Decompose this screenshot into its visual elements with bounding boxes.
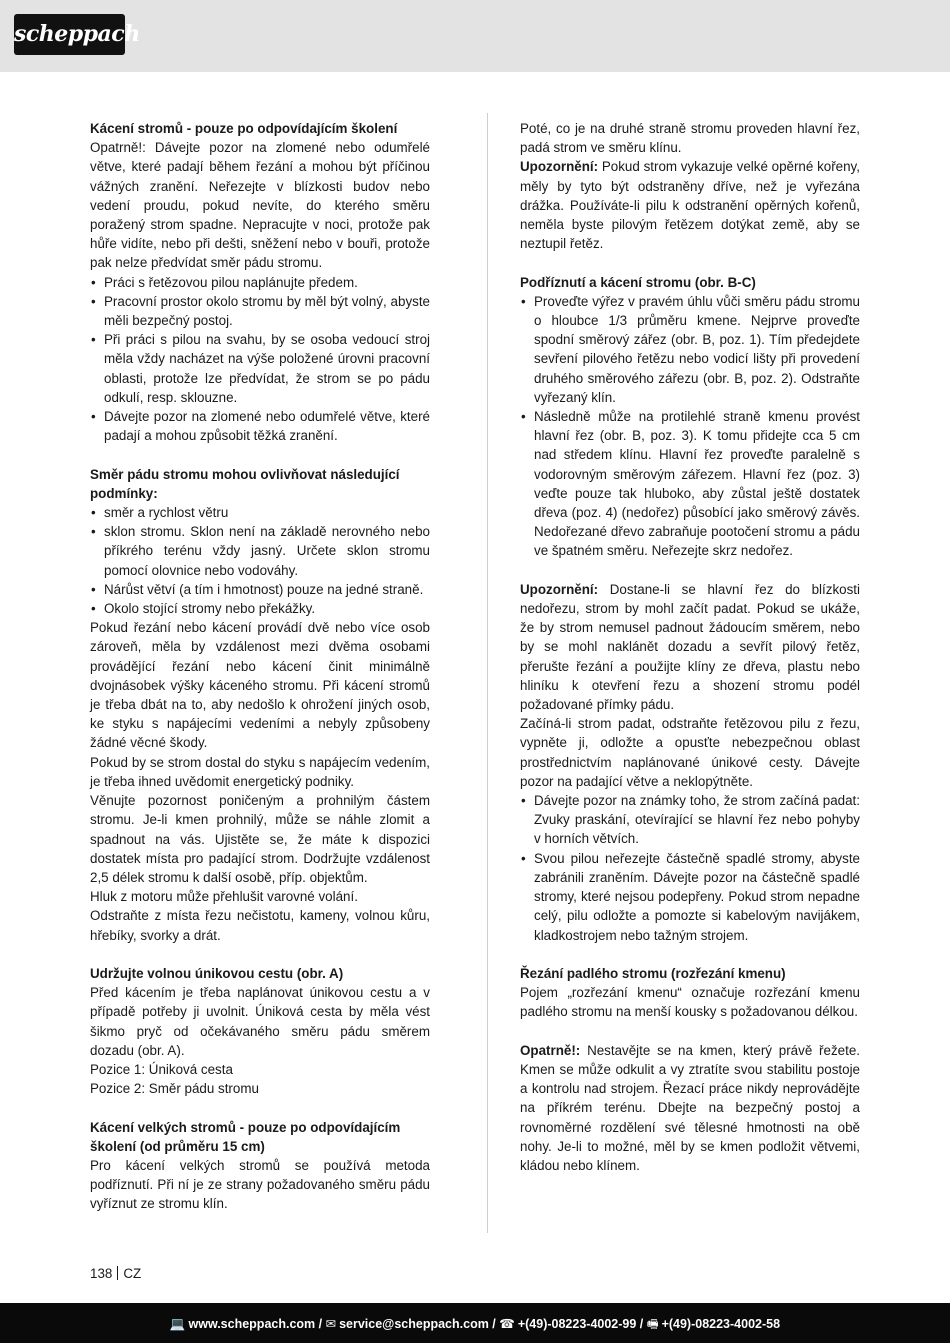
list-item: • sklon stromu. Sklon není na základě nerovného nebo příkrého terénu vždy jasný. Určete sklon stromu pomocí olovnice nebo vodováhy.	[90, 522, 430, 580]
page-separator	[117, 1266, 118, 1280]
paragraph	[520, 157, 860, 253]
note-text: Nestavějte se na kmen, který právě řežete. Kmen se může odkulit a vy ztratíte svou stabilitu postoje a kontrolu nad strojem. Řezací práce nikdy neprovádějte na příkrém terénu. Dbejte na bezpečný postoj a rovnoměrné rozdělení své tělesné hmotnosti na obě nohy. Je-li to možné, měl by se kmen podložit větvemi, kládou nebo klínem.	[520, 1042, 860, 1173]
paragraph: Pokud řezání nebo kácení provádí dvě nebo více osob zároveň, měla by vzdálenost mezi dvěma osobami provádějící řezání nebo kácení činit minimálně dvojnásobek výšky káceného stromu. Při kácení stromů je třeba dbát na to, aby nedošlo k ohrožení jiných osob, ke styku s napájecími vedeními a nebyly způsobeny žádné věcné škody.	[90, 620, 430, 751]
section-title: Řezání padlého stromu (rozřezání kmenu)	[520, 965, 786, 981]
bullet-list	[520, 292, 860, 561]
bullet-list	[90, 273, 430, 446]
bullet-list	[90, 503, 430, 618]
footer-separator: /	[636, 1317, 647, 1331]
footer-bar	[0, 1303, 950, 1343]
computer-icon: 💻	[169, 1317, 186, 1331]
section-title: Kácení velkých stromů - pouze po odpovídajícím školení (od průměru 15 cm)	[90, 1119, 401, 1154]
list-item: • směr a rychlost větru	[90, 503, 430, 522]
paragraph: Věnujte pozornost poničeným a prohnilým částem stromu. Je-li kmen prohnilý, může se náhle zlomit a spadnout na vás. Ujistěte se, že máte k dispozici dostatek místa pro padající strom. Dodržujte vzdálenost 2,5 délek stromu k další osobě, příp. objektům.	[90, 793, 430, 885]
paragraph: Před kácením je třeba naplánovat únikovou cestu a v případě potřeby ji uvolnit. Úniková cesta by měla vést šikmo pryč od očekávaného směru pádu směrem dozadu (obr. A).	[90, 985, 430, 1058]
list-item: • Nárůst větví (a tím i hmotnost) pouze na jedné straně.	[90, 580, 430, 599]
note-label: Upozornění:	[520, 581, 599, 597]
list-item: • Následně může na protilehlé straně kmenu provést hlavní řez (obr. B, poz. 3). K tomu přidejte cca 5 cm nad středem klínu. Hlavní řez proveďte paralelně s vodorovným směrovým zářezem. Hlavní řez (poz. 3) veďte pouze tak hluboko, aby zůstal ještě dostatek dřeva (poz. 4) (nedořez) působící jako směrový závěs. Nedořezané dřevo zabraňuje pootočení stromu a pádu ve špatném směru. Neřezejte skrz nedořez.	[520, 407, 860, 561]
list-item: • Dávejte pozor na známky toho, že strom začíná padat: Zvuky praskání, otevírající se hlavní řez nebo pohyby v horních větvích.	[520, 791, 860, 849]
footer-phone: +(49)-08223-4002-99	[517, 1317, 637, 1331]
note-label: Opatrně!:	[520, 1042, 581, 1058]
note-text: Dostane-li se hlavní řez do blízkosti nedořezu, strom by mohl začít padat. Pokud se ukáže, že by strom nemusel padnout žádoucím směrem, nebo by se mohl naklánět dozadu a sevřít pilový řetěz, přerušte řezání a použijte klíny ze dřeva, plastu nebo hliníku k otevření řezu a shození stromu podél požadované přímky pádu.	[520, 581, 860, 713]
page-number	[90, 1264, 141, 1283]
note-text: Pokud strom vykazuje velké opěrné kořeny, měly by tyto být odstraněny dříve, než je vyřezána drážka. Používáte-li pilu k odstranění opěrných kořenů, neměla byste pilovým řetězem dotýkat země, aby se neztupil řetěz.	[520, 159, 860, 252]
left-column	[90, 119, 430, 1214]
bullet-list	[520, 791, 860, 945]
section-title: Kácení stromů - pouze po odpovídajícím školení	[90, 121, 398, 136]
paragraph: Odstraňte z místa řezu nečistotu, kameny, volnou kůru, hřebíky, svorky a drát.	[90, 908, 430, 943]
paragraph: Pokud by se strom dostal do styku s napájecím vedením, je třeba ihned uvědomit energetický podniky.	[90, 754, 430, 789]
paragraph: Hluk z motoru může přehlušit varovné volání.	[90, 889, 358, 905]
page-number-value: 138	[90, 1266, 113, 1281]
envelope-icon: ✉	[325, 1317, 337, 1331]
paragraph: Pozice 1: Úniková cesta	[90, 1061, 233, 1077]
section-title: Směr pádu stromu mohou ovlivňovat následující podmínky:	[90, 466, 400, 501]
right-column	[520, 119, 860, 1175]
paragraph: Pozice 2: Směr pádu stromu	[90, 1081, 259, 1097]
footer-separator: /	[488, 1317, 500, 1331]
paragraph: Opatrně!: Dávejte pozor na zlomené nebo odumřelé větve, které padají během řezání a mohou být příčinou vážných zranění. Neřezejte v blízkosti budov nebo vedení proudu, pokud nevíte, do kterého směru poražený strom spadne. Nepracujte v noci, protože pak hůře vidíte, nebo při dešti, sněžení nebo v bouři, protože pak nelze předvídat směr pádu stromu.	[90, 140, 430, 271]
list-item: • Dávejte pozor na zlomené nebo odumřelé větve, které padají a mohou způsobit těžká zranění.	[90, 407, 430, 445]
footer-fax: +(49)-08223-4002-58	[661, 1317, 781, 1331]
section-title: Udržujte volnou únikovou cestu (obr. A)	[90, 965, 344, 981]
paragraph: Poté, co je na druhé straně stromu proveden hlavní řez, padá strom ve směru klínu.	[520, 121, 860, 156]
fax-icon: 🖷	[646, 1317, 659, 1331]
column-divider	[487, 113, 488, 1233]
paragraph: Pro kácení velkých stromů se používá metoda podříznutí. Při ní je ze strany požadovaného směru pádu vyříznut ze stromu klín.	[90, 1157, 430, 1212]
list-item: • Při práci s pilou na svahu, by se osoba vedoucí stroj měla vždy nacházet na výše položené úrovni pracovní oblasti, protože lze předvídat, že strom se po pádu odkulí, resp. sklouzne.	[90, 330, 430, 407]
footer-separator: /	[315, 1317, 326, 1331]
paragraph: Pojem „rozřezání kmenu“ označuje rozřezání kmenu padlého stromu na menší kousky s požadovanou délkou.	[520, 985, 860, 1020]
note-label: Upozornění:	[520, 159, 599, 175]
section-title: Podříznutí a kácení stromu (obr. B-C)	[520, 274, 756, 290]
header-bar	[0, 0, 950, 72]
paragraph: Začíná-li strom padat, odstraňte řetězovou pilu z řezu, vypněte ji, odložte a opusťte nebezpečnou oblast prostřednictvím naplánované únikové cesty. Dávejte pozor na padající větve a neklopýtněte.	[520, 716, 860, 789]
paragraph	[520, 580, 860, 714]
footer-website-link[interactable]: www.scheppach.com	[188, 1317, 316, 1331]
scheppach-logo: scheppach	[14, 14, 125, 55]
list-item: • Proveďte výřez v pravém úhlu vůči směru pádu stromu o hloubce 1/3 průměru kmene. Nejprve proveďte spodní směrový zářez (obr. B, poz. 1). Tím předejdete sevření pilového řetězu nebo vodicí lišty při provedení druhého směrového zářezu (obr. B, poz. 2). Odstraňte vyřezaný klín.	[520, 292, 860, 407]
list-item: • Práci s řetězovou pilou naplánujte předem.	[90, 273, 430, 292]
footer-contact	[0, 1315, 950, 1336]
list-item: • Svou pilou neřezejte částečně spadlé stromy, abyste zabránili zraněním. Dávejte pozor na částečně spadlé stromy, které nejsou podepřeny. Pokud strom nepadne celý, pilu odložte a pomozte si kabelovým navijákem, kladkostrojem nebo tažným strojem.	[520, 849, 860, 945]
list-item: • Okolo stojící stromy nebo překážky.	[90, 599, 430, 618]
page-language: CZ	[123, 1266, 142, 1281]
telephone-icon: ☎	[499, 1317, 515, 1331]
footer-email-link[interactable]: service@scheppach.com	[339, 1317, 489, 1331]
list-item: • Pracovní prostor okolo stromu by měl být volný, abyste měli bezpečný postoj.	[90, 292, 430, 330]
paragraph	[520, 1041, 860, 1175]
